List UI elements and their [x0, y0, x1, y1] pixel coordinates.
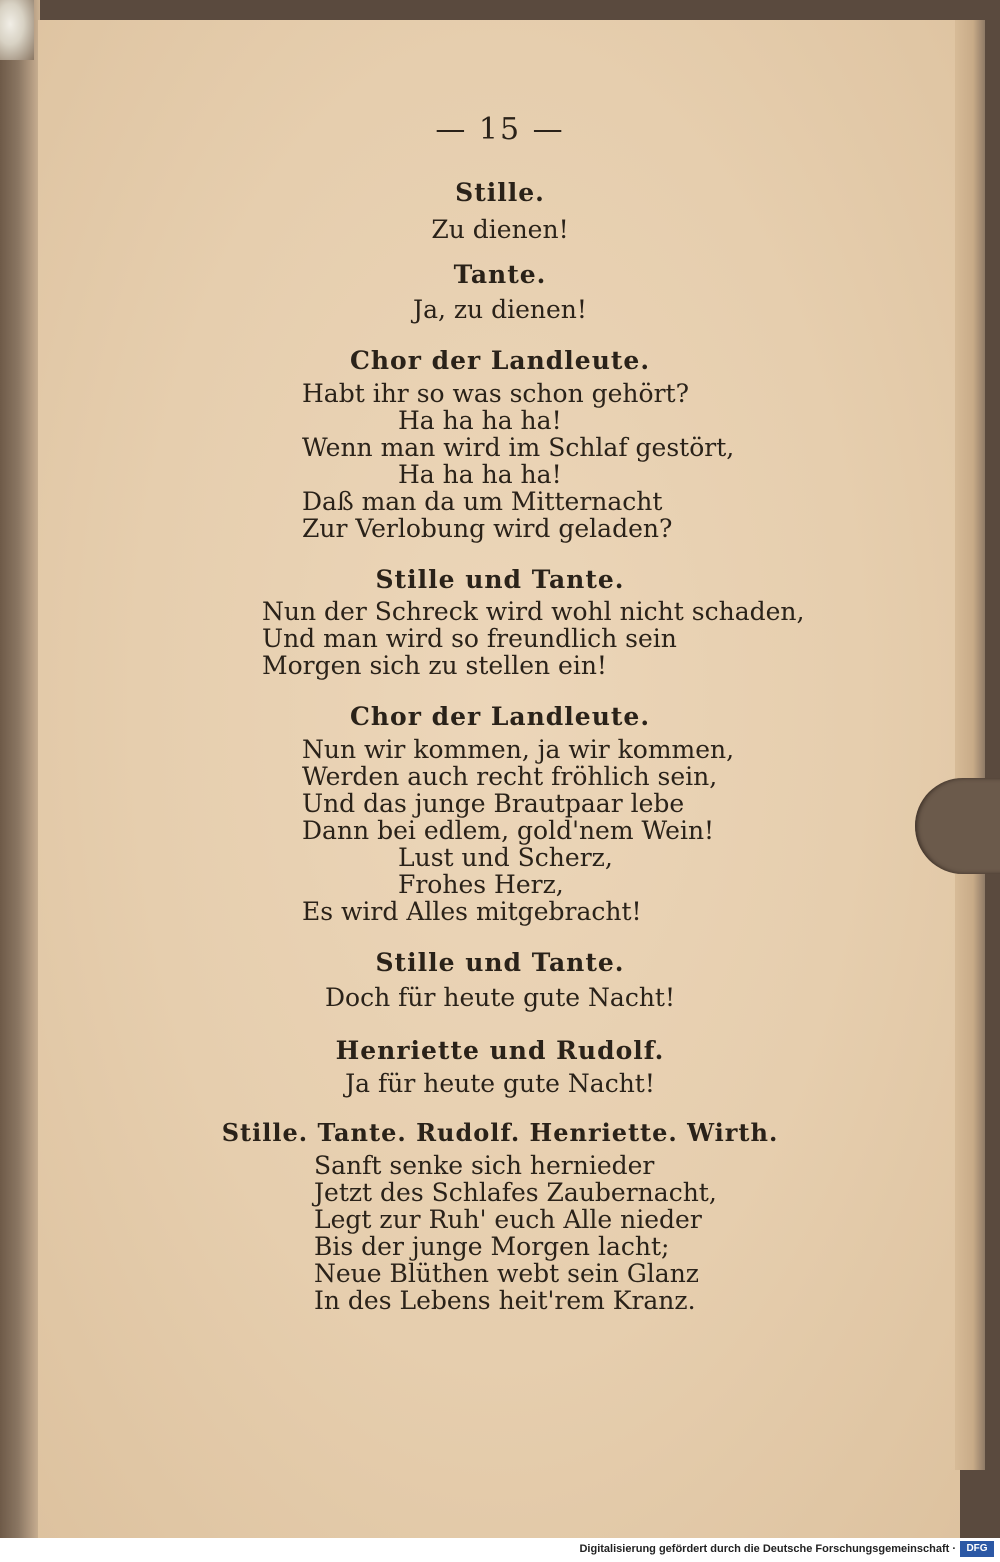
funding-credit: Digitalisierung gefördert durch die Deutsche Forschungsgemeinschaft ·: [579, 1543, 956, 1555]
verse-line: Habt ihr so was schon gehört?: [302, 379, 689, 408]
verse-line: Jetzt des Schlafes Zaubernacht,: [314, 1178, 717, 1207]
speaker-heading: Stille und Tante.: [375, 948, 625, 977]
verse-line: Daß man da um Mitternacht: [302, 487, 663, 516]
dfg-logo: DFG: [960, 1541, 994, 1557]
verse-line: Nun der Schreck wird wohl nicht schaden,: [262, 597, 805, 626]
verse-line: Ja für heute gute Nacht!: [345, 1069, 655, 1098]
verse-line: Ha ha ha ha!: [398, 406, 562, 435]
verse-line: Es wird Alles mitgebracht!: [302, 897, 642, 926]
verse-line: Ja, zu dienen!: [413, 295, 587, 324]
speaker-heading: Stille.: [455, 178, 545, 207]
verse-line: Morgen sich zu stellen ein!: [262, 651, 607, 680]
speaker-heading: Henriette und Rudolf.: [335, 1036, 665, 1065]
verse-line: Bis der junge Morgen lacht;: [314, 1232, 670, 1261]
verse-line: Werden auch recht fröhlich sein,: [302, 762, 718, 791]
verse-line: Frohes Herz,: [398, 870, 564, 899]
verse-line: Zur Verlobung wird geladen?: [302, 514, 673, 543]
verse-line: Nun wir kommen, ja wir kommen,: [302, 735, 735, 764]
verse-line: Ha ha ha ha!: [398, 460, 562, 489]
verse-line: Doch für heute gute Nacht!: [324, 983, 676, 1012]
verse-line: Neue Blüthen webt sein Glanz: [314, 1259, 699, 1288]
verse-line: Dann bei edlem, gold'nem Wein!: [302, 816, 715, 845]
speaker-heading: Chor der Landleute.: [349, 346, 651, 375]
speaker-heading: Stille und Tante.: [375, 565, 625, 594]
verse-line: Und man wird so freundlich sein: [262, 624, 677, 653]
verse-line: In des Lebens heit'rem Kranz.: [314, 1286, 696, 1315]
verse-line: Wenn man wird im Schlaf gestört,: [302, 433, 735, 462]
verse-line: Und das junge Brautpaar lebe: [302, 789, 685, 818]
speaker-heading: Stille. Tante. Rudolf. Henriette. Wirth.: [221, 1118, 779, 1147]
verse-line: Sanft senke sich hernieder: [314, 1151, 655, 1180]
verse-line: Zu dienen!: [431, 215, 569, 244]
speaker-heading: Tante.: [453, 260, 547, 289]
verse-line: Lust und Scherz,: [398, 843, 613, 872]
page-number: — 15 —: [435, 112, 565, 147]
speaker-heading: Chor der Landleute.: [349, 702, 651, 731]
verse-line: Legt zur Ruh' euch Alle nieder: [314, 1205, 702, 1234]
